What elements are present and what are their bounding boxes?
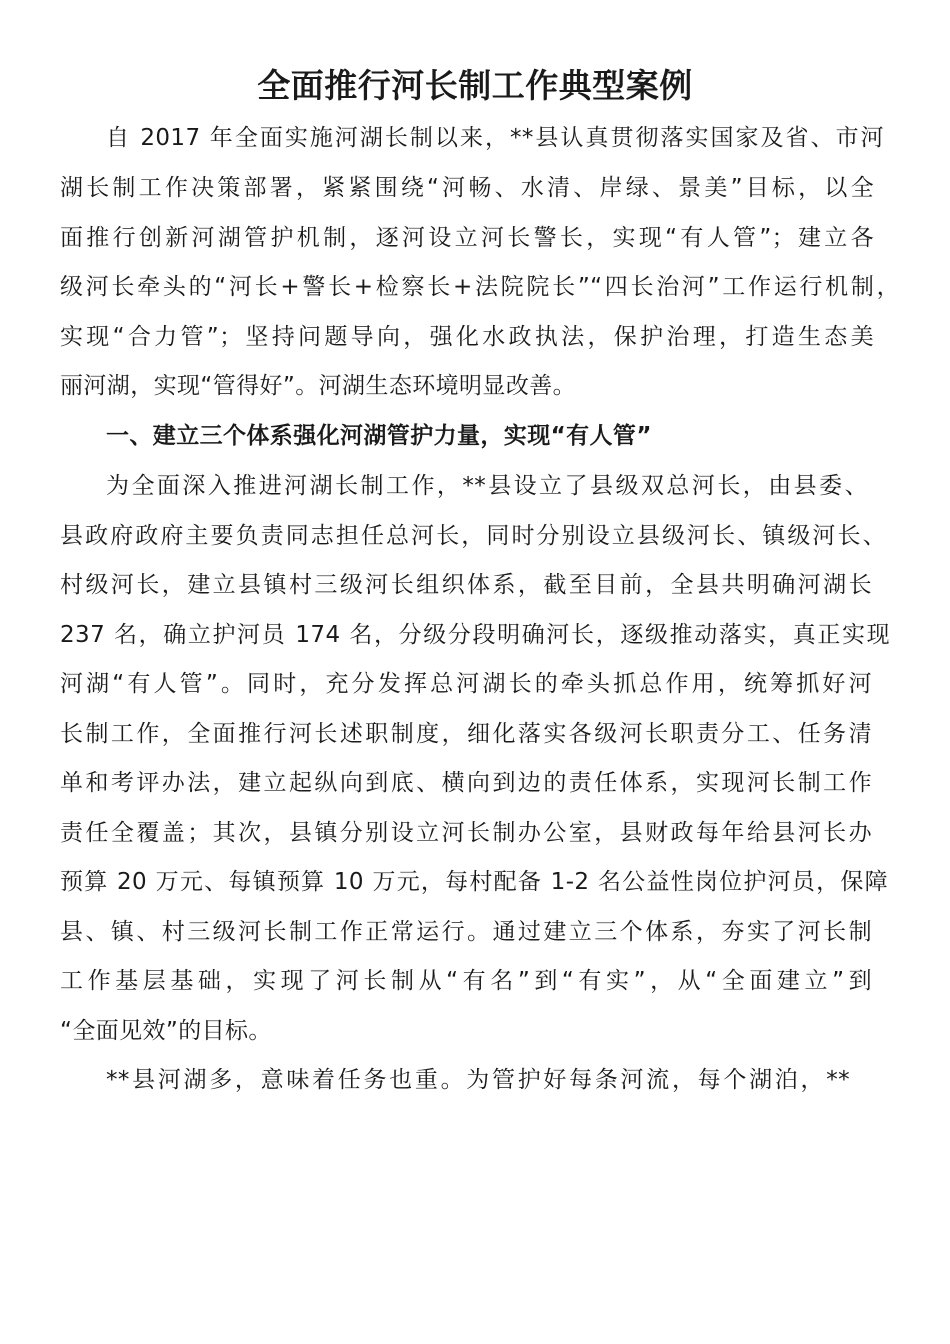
paragraph-2-line-2: 县政府政府主要负责同志担任总河长，同时分别设立县级河长、镇级河长、	[60, 523, 886, 549]
paragraph-2-line-10: 县、镇、村三级河长制工作正常运行。通过建立三个体系，夯实了河长制	[60, 919, 872, 945]
paragraph-2-line-9: 预算 20 万元、每镇预算 10 万元，每村配备 1-2 名公益性岗位护河员，保障	[60, 869, 888, 895]
paragraph-2-line-4: 237 名，确立护河员 174 名，分级分段明确河长，逐级推动落实，真正实现	[60, 622, 890, 648]
paragraph-2-line-1: 为全面深入推进河湖长制工作，**县设立了县级双总河长，由县委、	[106, 473, 868, 499]
paragraph-1-line-2: 湖长制工作决策部署，紧紧围绕“河畅、水清、岸绿、景美”目标，以全	[60, 175, 874, 201]
section-heading-1: 一、建立三个体系强化河湖管护力量，实现“有人管”	[106, 423, 652, 449]
paragraph-2-line-11: 工作基层基础，实现了河长制从“有名”到“有实”，从“全面建立”到	[60, 968, 872, 994]
paragraph-2-line-3: 村级河长，建立县镇村三级河长组织体系，截至目前，全县共明确河湖长	[60, 572, 872, 598]
paragraph-2-line-6: 长制工作，全面推行河长述职制度，细化落实各级河长职责分工、任务清	[60, 721, 872, 747]
paragraph-1-line-3: 面推行创新河湖管护机制，逐河设立河长警长，实现“有人管”；建立各	[60, 225, 874, 251]
document-title: 全面推行河长制工作典型案例	[257, 66, 693, 105]
paragraph-1-line-5: 实现“合力管”；坚持问题导向，强化水政执法，保护治理，打造生态美	[60, 324, 874, 350]
paragraph-1-line-1: 自 2017 年全面实施河湖长制以来，**县认真贯彻落实国家及省、市河	[106, 125, 884, 151]
paragraph-1-line-4: 级河长牵头的“河长+警长+检察长+法院院长”“四长治河”工作运行机制，	[60, 274, 900, 300]
paragraph-1-line-6: 丽河湖，实现“管得好”。河湖生态环境明显改善。	[60, 373, 577, 399]
paragraph-3-line-1: **县河湖多，意味着任务也重。为管护好每条河流，每个湖泊，**	[106, 1067, 850, 1093]
paragraph-2-line-8: 责任全覆盖；其次，县镇分别设立河长制办公室，县财政每年给县河长办	[60, 820, 872, 846]
paragraph-2-line-12: “全面见效”的目标。	[60, 1018, 272, 1044]
paragraph-2-line-7: 单和考评办法，建立起纵向到底、横向到边的责任体系，实现河长制工作	[60, 770, 872, 796]
paragraph-2-line-5: 河湖“有人管”。同时，充分发挥总河湖长的牵头抓总作用，统筹抓好河	[60, 671, 872, 697]
